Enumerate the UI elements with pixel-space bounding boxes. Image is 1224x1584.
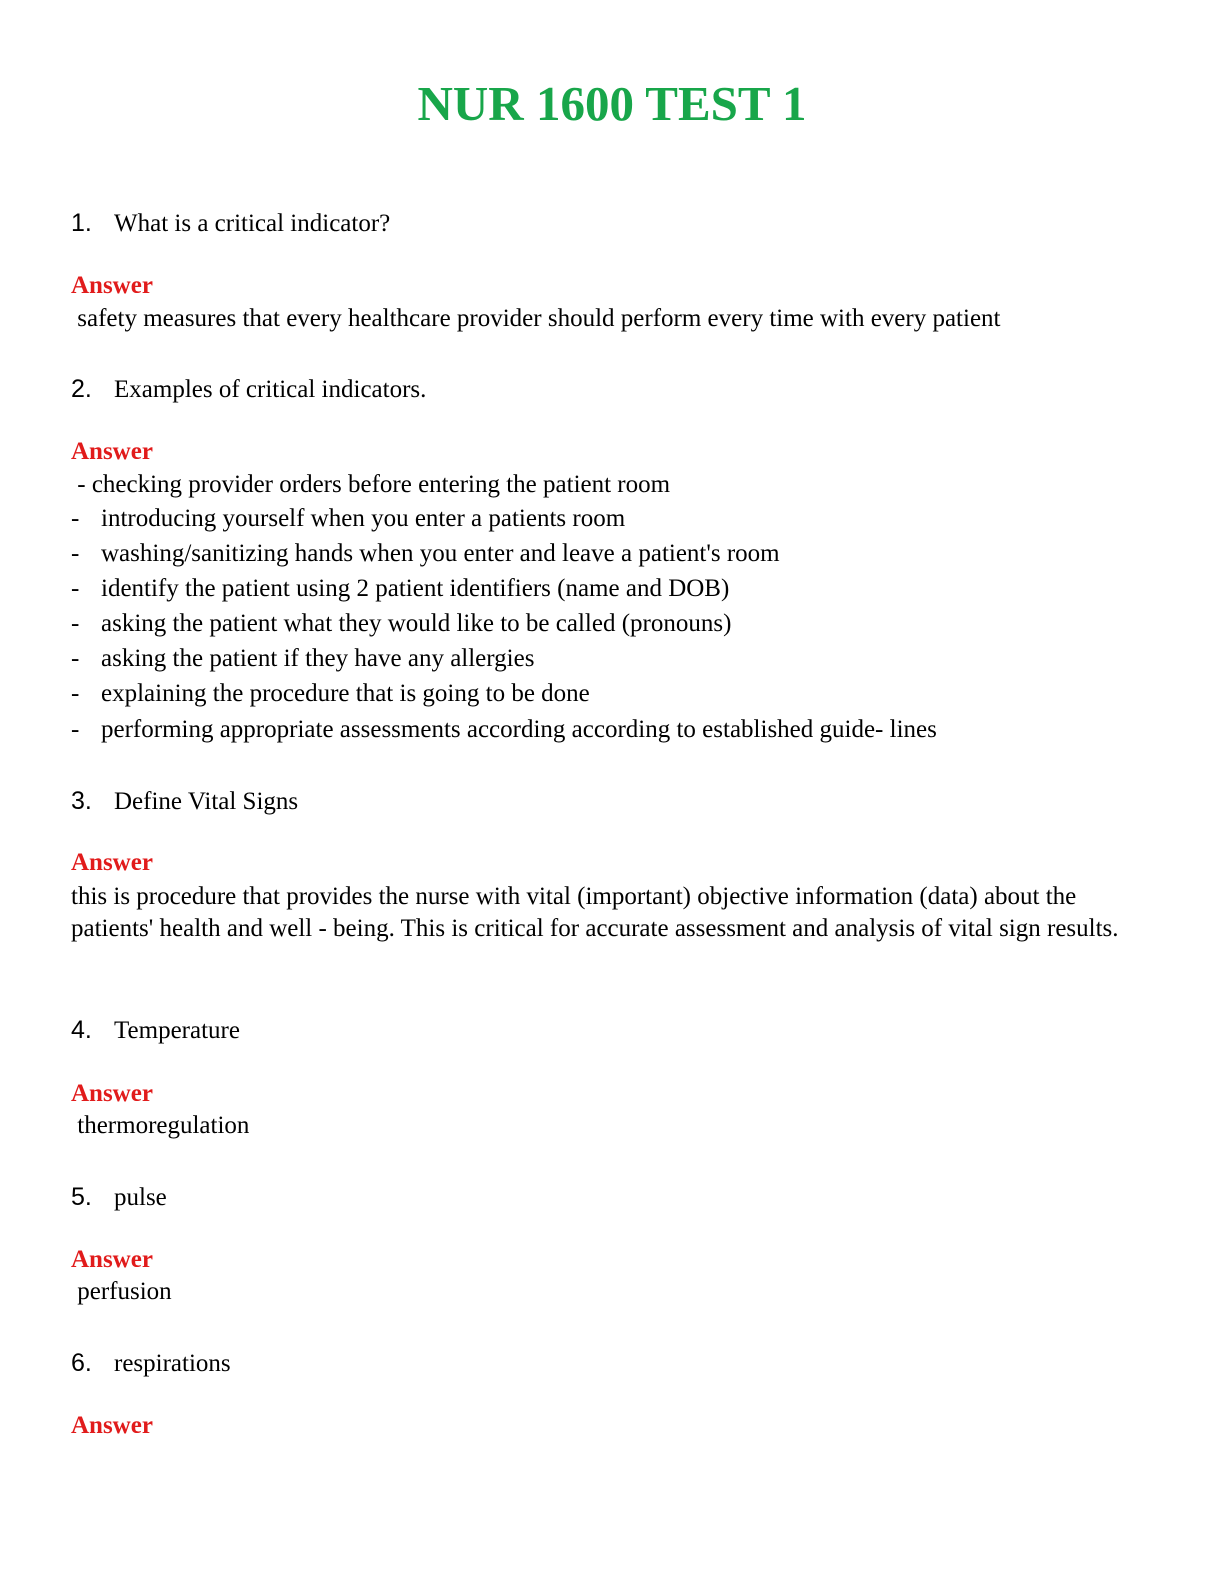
question-text: respirations — [114, 1350, 231, 1377]
question-5 — [71, 1182, 167, 1213]
list-item-text: identify the patient using 2 patient identifiers (name and DOB) — [101, 575, 730, 602]
bullet-dash: - — [71, 575, 80, 602]
question-text: pulse — [114, 1184, 167, 1211]
bullet-dash: - — [71, 540, 80, 567]
list-item-text: asking the patient if they have any allergies — [101, 645, 535, 672]
answer-label: Answer — [71, 438, 153, 465]
question-number: 5. — [71, 1183, 92, 1211]
list-item — [71, 644, 534, 674]
list-item — [71, 609, 731, 639]
question-number: 4. — [71, 1016, 92, 1044]
list-item — [71, 574, 729, 604]
question-text: Examples of critical indicators. — [114, 376, 427, 403]
answer-label: Answer — [71, 1412, 153, 1439]
question-number: 3. — [71, 787, 92, 815]
list-item-text: introducing yourself when you enter a patients room — [101, 505, 626, 532]
list-item-text: asking the patient what they would like to be called (pronouns) — [101, 610, 732, 637]
answer-text: thermoregulation — [71, 1112, 250, 1139]
list-item-text: explaining the procedure that is going to be done — [101, 680, 590, 707]
question-text: Temperature — [114, 1017, 240, 1044]
list-item-text: performing appropriate assessments according according to established guide- lines — [101, 716, 937, 743]
answer-text: perfusion — [71, 1278, 172, 1305]
list-item — [71, 715, 937, 745]
question-2 — [71, 374, 426, 405]
answer-label: Answer — [71, 849, 153, 876]
answer-text: safety measures that every healthcare provider should perform every time with every patient — [71, 305, 1001, 332]
answer-label: Answer — [71, 1246, 153, 1273]
bullet-dash: - — [71, 716, 80, 743]
list-item — [71, 539, 780, 569]
answer-label: Answer — [71, 1080, 153, 1107]
list-item — [71, 679, 590, 709]
question-text: What is a critical indicator? — [114, 210, 391, 237]
question-1 — [71, 208, 390, 239]
list-item-text: washing/sanitizing hands when you enter and leave a patient's room — [101, 540, 780, 567]
question-text: Define Vital Signs — [114, 788, 299, 815]
page-title: NUR 1600 TEST 1 — [417, 76, 807, 131]
list-item — [71, 504, 625, 534]
answer-label: Answer — [71, 272, 153, 299]
question-number: 6. — [71, 1349, 92, 1377]
bullet-dash: - — [71, 610, 80, 637]
question-6 — [71, 1348, 231, 1379]
question-number: 2. — [71, 375, 92, 403]
bullet-dash: - — [71, 645, 80, 672]
answer-text: - checking provider orders before entering the patient room — [71, 471, 671, 498]
bullet-dash: - — [71, 505, 80, 532]
question-number: 1. — [71, 209, 92, 237]
question-4 — [71, 1015, 240, 1046]
answer-text: this is procedure that provides the nurse with vital (important) objective information (data) about the patients' health and well - being. This is critical for accurate assessment and analysis of vital sign results. — [71, 883, 1119, 942]
bullet-dash: - — [71, 680, 80, 707]
question-3 — [71, 786, 298, 817]
